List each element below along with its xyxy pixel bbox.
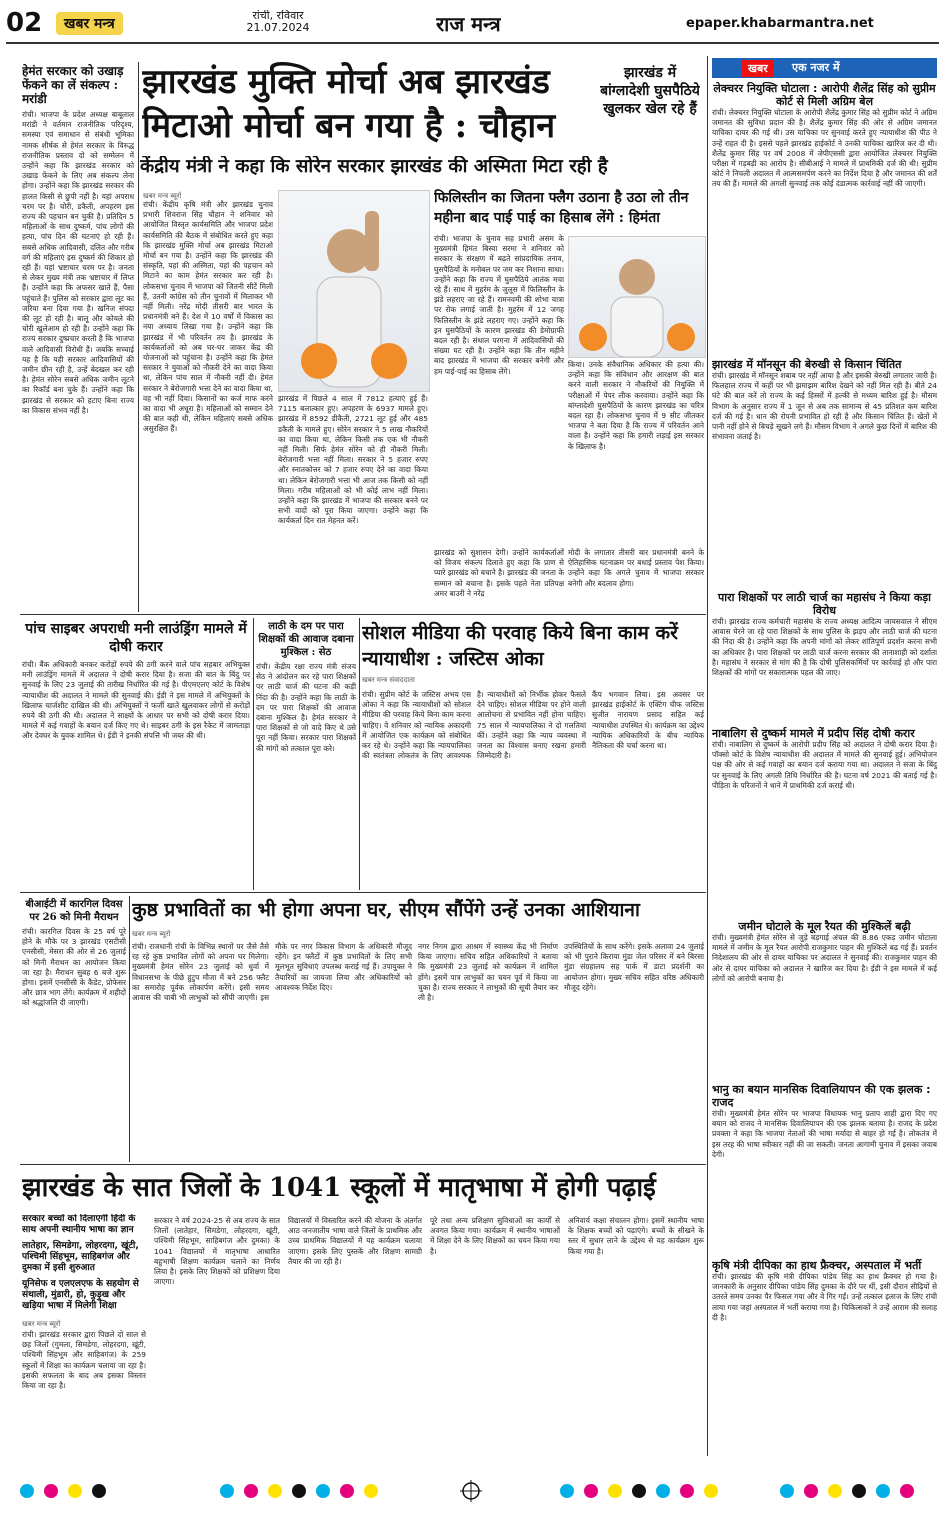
story-body: रांची। राजधानी रांची के विभिन्न स्थानों पर जैसे तैसे रह रहे कुष्ठ प्रभावित लोगों को अपना घर मिलेगा। मुख्यमंत्री हेमंत सोरेन 23 जुलाई को धुर्वा में विधानसभा के पीछे हुटुप मौजा में बने 256 फ्लैट का समारोह पूर्वक लोकार्पण करेंगे। इसी समय आवास की चाबी भी लाभुकों को सौंपी जाएगी। इस मौके पर नगर विकास विभाग के अधिकारी मौजूद रहेंगे। इन फ्लैटों में कुष्ठ प्रभावितों के लिए सभी मूलभूत सुविधाएं उपलब्ध कराई गई हैं। उपायुक्त ने तैयारियों का जायजा लिया और अधिकारियों को आवश्यक निर्देश दिए।: [132, 942, 412, 1003]
rc-body-6: रांची। मुख्यमंत्री हेमंत सोरेन पर भाजपा विधायक भानु प्रताप शाही द्वारा दिए गए बयान को राजद ने मानसिक दिवालियापन की एक झलक बताया है। राजद के प्रदेश प्रवक्ता ने कहा कि भाजपा नेताओं की भाषा मर्यादा से बाहर हो गई है। लोकतंत्र में इस तरह की भाषा स्वीकार नहीं की जा सकती। जनता आगामी चुनाव में इसका जवाब देगी।: [712, 1109, 937, 1159]
school-body-col4: पूरे तथा अन्य प्रशिक्षण सुविधाओं का कार्यों से अवगत किया गया। कार्यक्रम में स्थानीय भाषाओं में शिक्षा देने के लिए शिक्षकों का चयन किया गया है।: [430, 1216, 560, 1256]
byline: खबर मन्त्र ब्यूरो: [132, 930, 171, 938]
photo-himanta: [568, 236, 706, 358]
lead-bottom-left: झारखंड को सुशासन देगी। उन्होंने कार्यकर्ताओं को विजय संकल्प दिलाते हुए कहा कि प्राण से प्यारे झारखंड को बचाने है। झारखंड की जनता के सम्मान को बचाना है। इसके पहले नेता प्रतिपक्ष अमर बाउरी ने नरेंद्र: [434, 548, 564, 598]
himanta-headline: फिलिस्तीन का जितना फ्लैग उठाना है उठा लो तीन महीना बाद पाई पाई का हिसाब लेंगे : हिमंता: [434, 190, 689, 226]
right-column-banner: [712, 58, 937, 78]
person-icon: [569, 237, 705, 357]
color-swatch: [780, 1484, 794, 1498]
color-swatch: [92, 1484, 106, 1498]
tag-nazar: एक नजर में: [792, 61, 840, 74]
section-title: राज मन्त्र: [436, 12, 501, 36]
lead-bottom-right: मोदी के लगातार तीसरी बार प्रधानमंत्री बनने के ऐतिहासिक घटनाक्रम पर बधाई प्रस्ताव पेश किया। उन्होंने कहा कि अगले चुनाव में भाजपा सरकार बनेगी और बदलाव होगा।: [568, 548, 704, 588]
headline: लाठी के दम पर पारा शिक्षकों की आवाज दबाना मुश्किल : सेठ: [258, 621, 354, 658]
color-swatch: [560, 1484, 574, 1498]
color-swatch: [852, 1484, 866, 1498]
brand-logo: [56, 12, 123, 35]
color-swatch: [220, 1484, 234, 1498]
rc-body-7: रांची। झारखंड की कृषि मंत्री दीपिका पांडेय सिंह का हाथ फ्रैक्चर हो गया है। जानकारी के अनुसार दीपिका पांडेय सिंह दुमका के दौरे पर थीं, इसी दौरान सीढ़ियों से उतरते समय उनका पैर फिसल गया और वे गिर गईं। उन्हें तत्काल इलाज के लिए रांची लाया गया जहां अस्पताल में भर्ती कराया गया है। चिकित्सकों ने उन्हें आराम की सलाह दी है।: [712, 1272, 937, 1322]
color-swatch: [632, 1484, 646, 1498]
color-swatch: [680, 1484, 694, 1498]
rc-body-5: रांची। मुख्यमंत्री हेमंत सोरेन से जुड़े बड़गाई अंचल की 8.86 एकड़ जमीन घोटाला मामले में जमीन के मूल रैयत आरोपी राजकुमार पाहन की मुश्किलें बढ़ गई हैं। प्रवर्तन निदेशालय की ओर से दायर याचिका पर अदालत ने सुनवाई की। राजकुमार पाहन की ओर से दायर याचिका को अदालत ने खारिज कर दिया है। ईडी ने इस मामले में कई लोगों को आरोपी बनाया है।: [712, 933, 937, 983]
lead-body-col2: झारखंड में पिछले 4 साल में 7812 हत्याएं हुई हैं। 7115 बलात्कार हुए। अपहरण के 6937 मामले हुए। झारखंड में 8592 डीकैती, 2721 लूट हुई और 485 डकैती के मामले हुए। सोरेन सरकार ने 5 लाख नौकरियों का वादा किया था, लेकिन किसी तक एक भी नौकरी नहीं मिली। सिर्फ हेमंत सोरेन को ही नौकरी मिली। बेरोजगारी भत्ता नहीं मिला। सरकार ने 5 हजार रुपए और स्नातकोत्तर को 7 हजार रुपए देने का वादा किया था। लेकिन बेरोजगारी भत्ता भी आज तक किसी को नहीं मिला। गरीब महिलाओं को भी कोई लाभ नहीं मिला। उन्होंने कहा कि झारखंड में भाजपा की सरकार बनने पर सभी वादों को पूरा किया जाएगा। उन्होंने कहा कि कार्यकर्ता दिन रात मेहनत करें।: [278, 394, 428, 526]
color-swatch: [608, 1484, 622, 1498]
page-number: 02: [6, 8, 43, 38]
rc-body-3: रांची। झारखंड राज्य कर्मचारी महासंघ के राज्य अध्यक्ष आदित्य जायसवाल ने सीएम आवास घेरने जा रहे पारा शिक्षकों के साथ पुलिस के झड़प और लाठी चार्ज की घटना की निंदा की है। उन्होंने कहा कि अपनी मांगों को लेकर शांतिपूर्ण प्रदर्शन करना सभी का अधिकार है। पारा शिक्षकों पर लाठी चार्ज करना सरकार की तानाशाही को दर्शाता है। महासंघ ने सरकार से मांग की है कि दोषी पुलिसकर्मियों पर कार्रवाई हो और पारा शिक्षकों की मांगों पर सकारात्मक पहल की जाए।: [712, 617, 937, 678]
byline: खबर मन्त्र संवाददाता: [362, 676, 415, 684]
color-swatch: [292, 1484, 306, 1498]
story-body-cont: नगर निगम द्वारा आश्रम में स्वास्थ्य केंद्र भी निर्माण किया जाएगा। सचिव सहित अधिकारियों ने बताया कि मुख्यमंत्री 23 जुलाई को कार्यक्रम में शामिल होंगे। इसमें पात्र लाभुकों का चयन पूर्व में किया जा चुका है। राज्य सरकार ने लाभुकों की सूची तैयार कर ली है।: [418, 942, 558, 1003]
byline: खबर मन्त्र ब्यूरो: [22, 1320, 61, 1328]
crosshair-icon: [460, 1480, 482, 1502]
color-swatch: [656, 1484, 670, 1498]
color-swatch: [340, 1484, 354, 1498]
color-swatch: [804, 1484, 818, 1498]
color-swatch: [584, 1484, 598, 1498]
color-swatch: [44, 1484, 58, 1498]
person-icon: [279, 191, 429, 391]
deck-3: यूनिसेफ व एलएलएफ के सहयोग से संथाली, मुंडारी, हो, कुड़ुख और खड़िया भाषा में मिलेगी शिक्षा: [22, 1279, 139, 1311]
deck-2: लातेहार, सिमडेगा, लोहरदगा, खूंटी, पश्चिमी सिंहभूम, साहिबगंज और दुमका में इसी शुरुआत: [22, 1241, 139, 1273]
dateline: [238, 10, 318, 34]
headline: हेमंत सरकार को उखाड़ फेंकने का लें संकल्प : मरांडी: [22, 64, 124, 106]
color-swatch: [828, 1484, 842, 1498]
lead-headline: झारखंड मुक्ति मोर्चा अब झारखंड मिटाओ मोर्चा बन गया है : चौहान: [142, 62, 556, 146]
bit-marathon-story: [22, 898, 126, 1160]
story-body-cont: कैंप भगवान लिया। इस अवसर पर झारखंड हाईकोर्ट के एक्टिंग चीफ जस्टिस सुजीत नारायण प्रसाद सहित कई न्यायाधीश उपस्थित थे। कार्यक्रम का उद्देश्य न्यायिक अधिकारियों के बीच न्यायिक नैतिकता की चर्चा करना था।: [592, 690, 704, 751]
left-column-story: [22, 64, 134, 604]
justice-oka-story: [362, 620, 704, 888]
story-body: रांची। केंद्रीय रक्षा राज्य मंत्री संजय सेठ ने आंदोलन कर रहे पारा शिक्षकों पर लाठी चार्ज की घटना की कड़ी निंदा की है। उन्होंने कहा कि लाठी के दम पर पारा शिक्षकों की आवाज दबाना मुश्किल है। हेमंत सरकार ने पारा शिक्षकों से जो वादे किए थे उसे पूरा नहीं किया। सरकार पारा शिक्षकों की मांगों को तत्काल पूरा करे।: [256, 662, 356, 753]
rc-headline-1: लेक्चरर नियुक्ति घोटाला : आरोपी शैलेंद्र सिंह को सुप्रीम कोर्ट से मिली अग्रिम बेल: [713, 82, 936, 108]
rc-body-2: रांची। झारखंड में मॉनसून शबाब पर नहीं आया है और इसकी बेरुखी लगातार जारी है। फिलहाल राज्य में कहीं पर भी झमाझम बारिश देखने को नहीं मिल रही है। बीते 24 घंटे की बात करें तो राज्य के कई हिस्सों में हल्की से मध्यम बारिश हुई है। मौसम विभाग के अनुसार राज्य में 1 जून से अब तक सामान्य से 45 प्रतिशत कम बारिश दर्ज की गई है। धान की रोपनी प्रभावित हो रही है और किसान चिंतित हैं। खेतों में पानी नहीं होने से बिचड़े सूखने लगे हैं। मौसम विभाग ने अगले कुछ दिनों में बारिश की संभावना जताई है।: [712, 371, 937, 442]
tag-khabar: खबर: [742, 60, 774, 77]
school-body-col3: विद्यालयों में विस्तारित करने की योजना के अंतर्गत आठ जनजातीय भाषा वाले जिलों के प्राथमिक और उच्च प्राथमिक विद्यालयों में यह कार्यक्रम चलाया जाएगा। इसके लिए पुस्तकें और शिक्षण सामग्री तैयार की जा रही है।: [288, 1216, 422, 1266]
story-body: रांची। बैंक अधिकारी बनकर करोड़ों रुपये की ठगी करने वाले पांच सहबार अभियुक्त मनी लाउंड्रिंग मामले में अदालत ने दोषी करार दिया है। सजा की बात के बिंदु पर सुनवाई के लिए 23 जुलाई की तारीख निर्धारित की गई है। पीएमएलए कोर्ट के विशेष न्यायाधीश की अदालत ने मामले की सुनवाई की। ईडी ने इस मामले में अभियुक्तों के खिलाफ चार्जशीट दाखिल की थी। अभियुक्तों ने फर्जी खाते खुलवाकर लोगों से करोड़ों रुपये की ठगी की थी। अदालत ने साक्ष्यों के आधार पर सभी को दोषी करार दिया। मामले में कई गवाहों के बयान दर्ज किए गए थे। साइबर ठगी के इस रैकेट में जामताड़ा और देवघर के युवक शामिल थे। ईडी ने इनकी संपत्ति भी जब्त की थी।: [22, 660, 250, 741]
cyber-story: [22, 620, 250, 888]
city-day: रांची, रविवार: [252, 10, 304, 22]
para-teachers-story: [256, 620, 356, 888]
byline: खबर मन्त्र ब्यूरो: [143, 192, 182, 200]
rc-body-4: रांची। नाबालिग से दुष्कर्म के आरोपी प्रदीप सिंह को अदालत ने दोषी करार दिया है। पॉक्सो कोर्ट के विशेष न्यायाधीश की अदालत में मामले की सुनवाई हुई। अभियोजन पक्ष की ओर से कई गवाहों का बयान दर्ज कराया गया था। अदालत ने सजा के बिंदु पर सुनवाई के लिए अगली तिथि निर्धारित की है। घटना वर्ष 2021 की बताई गई है। पीड़िता के परिजनों ने थाने में प्राथमिकी दर्ज कराई थी।: [712, 740, 937, 790]
rc-body-1: रांची। लेक्चरर नियुक्ति घोटाला के आरोपी शैलेंद्र कुमार सिंह को सुप्रीम कोर्ट ने अग्रिम जमानत की सुविधा प्रदान की है। शैलेंद्र कुमार सिंह की ओर से अग्रिम जमानत याचिका दायर की गई थी। उस याचिका पर सुनवाई करते हुए न्यायाधीश की पीठ ने उन्हें राहत दी है। इससे पहले झारखंड हाईकोर्ट ने उनकी याचिका खारिज कर दी थी। शैलेंद्र कुमार सिंह पर वर्ष 2008 में जेपीएससी द्वारा आयोजित लेक्चरर नियुक्ति परीक्षा में गड़बड़ी का आरोप है। सीबीआई ने मामले में प्राथमिकी दर्ज की थी। सुप्रीम कोर्ट ने निचली अदालत में आत्मसमर्पण करने का निर्देश दिया है और जमानत की शर्तें तय की हैं। मामले की अगली सुनवाई तक कोई दंडात्मक कार्रवाई नहीं की जाएगी।: [712, 108, 937, 189]
color-swatch: [20, 1484, 34, 1498]
right-column: [712, 82, 937, 1462]
rc-headline-6: भानु का बयान मानसिक दिवालियापन की एक झलक : राजद: [712, 1083, 931, 1109]
deck-1: सरकार बच्चों को दिलाएगी हिंदी के साथ अपनी स्थानीय भाषा का ज्ञान: [22, 1214, 136, 1235]
story-body: रांची। कारगिल दिवस के 25 वर्ष पूरे होने के मौके पर 3 झारखंड एसटीसी एनसीसी, मेसरा की ओर से 26 जुलाई को मिनी मैराथन का आयोजन किया जा रहा है। मैराथन सुबह 6 बजे शुरू होगा। इसमें एनसीसी के कैडेट, प्रोफेसर और छात्र भाग लेंगे। कार्यक्रम में शहीदों को श्रद्धांजलि दी जाएगी।: [22, 927, 126, 1008]
color-swatch: [900, 1484, 914, 1498]
story-body: रांची। झारखंड सरकार द्वारा पिछले दो साल से छह जिलों (गुमला, सिमडेगा, लोहरदगा, खूंटी, पश्चिमी सिंहभूम और साहिबगंज) के 259 स्कूलों में शिक्षा का कार्यक्रम चलाया जा रहा है। इसकी सफलता के बाद अब इसका विस्तार किया जा रहा है।: [22, 1330, 146, 1391]
epaper-url[interactable]: epaper.khabarmantra.net: [686, 16, 874, 31]
color-swatch: [704, 1484, 718, 1498]
headline: कुष्ठ प्रभावितों का भी होगा अपना घर, सीएम सौंपेंगे उन्हें उनका आशियाना: [132, 899, 640, 921]
brand-name: खबर मन्त्र: [64, 16, 115, 32]
color-swatch: [268, 1484, 282, 1498]
school-body-col5: अनिवार्य कक्षा संचालन होगा। इसमें स्थानीय भाषा के शिक्षक बच्चों को पढ़ाएंगे। बच्चों के सीखने के स्तर में सुधार लाने के उद्देश्य से यह कार्यक्रम शुरू किया गया है।: [568, 1216, 704, 1256]
story-body: रांची। सुप्रीम कोर्ट के जस्टिस अभय एस ओका ने कहा कि न्यायाधीशों को सोशल मीडिया की परवाह किये बिना काम करना चाहिए। वे शनिवार को न्यायिक अकादमी में आयोजित एक कार्यक्रम को संबोधित कर रहे थे। उन्होंने कहा कि न्यायपालिका की स्वतंत्रता लोकतंत्र के लिए आवश्यक है। न्यायाधीशों को निर्भीक होकर फैसले देने चाहिए। सोशल मीडिया पर होने वाली आलोचना से प्रभावित नहीं होना चाहिए। 75 साल में न्यायपालिका ने दो गलतियां कीं। उन्होंने कहा कि न्याय व्यवस्था में जनता का विश्वास बनाए रखना हमारी जिम्मेदारी है।: [362, 690, 586, 761]
color-swatch: [876, 1484, 890, 1498]
school-headline: झारखंड के सात जिलों के 1041 स्कूलों में मातृभाषा में होगी पढ़ाई: [22, 1173, 656, 1203]
photo-chouhan: [278, 190, 430, 392]
leprosy-housing-story: [132, 898, 706, 1160]
color-swatch: [68, 1484, 82, 1498]
lead-body-col1: रांची। केंद्रीय कृषि मंत्री और झारखंड चुनाव प्रभारी शिवराज सिंह चौहान ने शनिवार को आयोजित विस्तृत कार्यसमिति और भाजपा प्रदेश कार्यसमिति की बैठक में संबोधित करते हुए कहा कि झारखंड मुक्ति मोर्चा अब झारखंड मिटाओ मोर्चा बन गया है। उन्होंने कहा कि झारखंड की संस्कृति, यहां की अस्मिता, यहां की पहचान को मिटाने का काम हेमंत सरकार कर रही है। लोकसभा चुनाव में भाजपा को जितनी सीटें मिली हैं, उतनी कांग्रेस को तीन चुनावों में मिलाकर भी नहीं मिली। नरेंद्र मोदी तीसरी बार भारत के प्रधानमंत्री बने हैं। देश में 10 वर्षों में विकास का नया अध्याय लिखा गया है। उन्होंने कहा कि झारखंड में भी परिवर्तन तय है। झारखंड के कार्यकर्ताओं को अब घर-घर जाकर केंद्र की योजनाओं को पहुंचाना है। उन्होंने कहा कि हेमंत सरकार ने युवाओं को नौकरी देने का वादा किया था, लेकिन पांच साल में नौकरी नहीं दी। हेमंत सरकार ने बेरोजगारी भत्ता देने का वादा किया था, वह भी नहीं दिया। किसानों का कर्ज माफ करने का वादा भी अधूरा है। महिलाओं को सम्मान देने की बात कही थी, लेकिन महिलाएं सबसे अधिक असुरक्षित हैं।: [143, 200, 273, 434]
side-headline: झारखंड में बांग्लादेशी घुसपैठिये खुलकर खेल रहे हैं: [600, 65, 700, 117]
lead-subheadline: केंद्रीय मंत्री ने कहा कि सोरेन सरकार झारखंड की अस्मिता मिटा रही है: [140, 156, 608, 177]
rc-headline-4: नाबालिग से दुष्कर्म मामले में प्रदीप सिंह दोषी करार: [712, 727, 915, 740]
color-swatch: [364, 1484, 378, 1498]
headline: पांच साइबर अपराधी मनी लाउंड्रिंग मामले में दोषी करार: [25, 621, 247, 655]
rc-headline-2: झारखंड में मॉनसून की बेरुखी से किसान चिंतित: [712, 358, 902, 371]
story-body-cont-2: उपस्थितियों के साथ करेंगे। इसके अलावा 24 जुलाई को भी पुराने किराया मुंडा जेल परिसर में बने बिरसा मुंडा संग्रहालय सह पार्क में डाटा प्रदर्शनी का आयोजन होगा। मुख्य सचिव सहित वरिष्ठ अधिकारी मौजूद रहेंगे।: [564, 942, 704, 992]
date: 21.07.2024: [246, 21, 310, 34]
himanta-body: रांची। भाजपा के चुनाव सह प्रभारी असम के मुख्यमंत्री हिमंत बिस्वा सरमा ने शनिवार को सरकार के संरक्षण में बढ़ते सांप्रदायिक तनाव, घुसपैठियों के मनोबल पर जम कर निशाना साधा। उन्होंने कहा कि राज्य में घुसपैठिये आतंक मचा रहे हैं। साथ में मुहर्रम के जुलूस में फिलिस्तीन के झंडे लहराए जा रहे हैं। रामनवमी की शोभा यात्रा पर रोक लगाई जाती है। मुहर्रम में 12 जगह फिलिस्तीन के झंडे लहराए गए। उन्होंने कहा कि इन घुसपैठियों के कारण झारखंड की डेमोग्राफी बदल रही है। संथाल परगना में आदिवासियों की संख्या घट रही है। उन्होंने कहा कि तीन महीने बाद झारखंड में भाजपा की सरकार बनेगी और हम पाई-पाई का हिसाब लेंगे।: [434, 234, 564, 376]
rc-headline-5: जमीन घोटाले के मूल रैयत की मुश्किलें बढ़ी: [738, 920, 911, 933]
story-body: रांची। भाजपा के प्रदेश अध्यक्ष बाबूलाल मरांडी ने वर्तमान राजनीतिक परिदृश्य, समस्या एवं समाधान से संबंधी भूमिका नामक शीर्षक से हेमंत सरकार के विरुद्ध राजनीतिक प्रस्ताव दो को सम्मेलन में उन्होंने कहा कि झारखंड सरकार को उखाड़ फेंकने के लिए अब संकल्प लेना होगा। उन्होंने कहा कि झारखंड सरकार की हालत किसी से छुपी नहीं है। यहां अपराध चरम पर है। चोरी, डकैती, अपहरण इस राज्य की पहचान बन चुकी है। प्रतिदिन 5 महिलाओं के साथ दुष्कर्म, पांच लोगों की हत्या, पांच दिन की घटनाएं हो रही हैं। सबसे अधिक आदिवासी, दलित और गरीब वर्ग की महिलाएं इस दुष्कर्म की शिकार हो रही हैं। यहां भ्रष्टाचार चरम पर है। जनता से लेकर मुख्य मंत्री तक भ्रष्टाचार में लिप्त हैं। उन्होंने कहा कि अफसर खाते हैं, पैसा पहुंचाते हैं। पुलिस को सरकार द्वारा लूट का जरिया बना दिया गया है। खनिज संपदा की लूट हो रही है। बालू और कोयले की चोरी खुलेआम हो रही है। उन्होंने कहा कि राज्य सरकार दुष्प्रचार करती है कि भाजपा वाले आदिवासी विरोधी हैं। जबकि सच्चाई यह है कि यही सरकार आदिवासियों की जमीन छीन रही है, उन्हें बेदखल कर रही है। हेमंत सोरेन सबसे अधिक जमीन लूटने का रिकॉर्ड बना चुके हैं। उन्होंने कहा कि झारखंड से सरकार को हटाए बिना राज्य का विकास संभव नहीं है।: [22, 110, 134, 415]
color-swatch: [316, 1484, 330, 1498]
masthead: [6, 6, 939, 46]
headline: बीआईटी में कारगिल दिवस पर 26 को मिनी मैराथन: [25, 899, 123, 923]
rc-headline-7: कृषि मंत्री दीपिका का हाथ फ्रैक्चर, अस्पताल में भर्ती: [712, 1259, 922, 1272]
headline: सोशल मीडिया की परवाह किये बिना काम करें न्यायाधीश : जस्टिस ओका: [362, 622, 678, 670]
color-swatch: [244, 1484, 258, 1498]
himanta-body-cont: किया। उनके संवैधानिक अधिकार की हत्या की। उन्होंने कहा कि संविधान और आरक्षण की बात करने वाली सरकार ने नौकरियों की नियुक्ति में परीक्षाओं में पेपर लीक करवाया। उन्होंने कहा कि बांग्लादेशी घुसपैठियों के कारण झारखंड का चरित्र बदल रहा है। लोकसभा चुनाव में 9 सीट जीतकर भाजपा ने बता दिया है कि राज्य में परिवर्तन आने वाला है। उन्होंने कहा कि हमारी लड़ाई इस सरकार के खिलाफ है।: [568, 360, 704, 451]
rc-headline-3: पारा शिक्षकों पर लाठी चार्ज का महासंघ ने किया कड़ा विरोध: [717, 591, 932, 617]
school-deck: [22, 1214, 146, 1454]
school-body-col2: सरकार ने वर्ष 2024-25 से अब राज्य के सात जिलों (लातेहार, सिमडेगा, लोहरदगा, खूंटी, पश्चिमी सिंहभूम, साहिबगंज और दुमका) के 1041 विद्यालयों में मातृभाषा आधारित बहुभाषी शिक्षण कार्यक्रम चलाने का निर्णय लिया है। इसके लिए शिक्षकों को प्रशिक्षण दिया जाएगा।: [154, 1216, 280, 1287]
